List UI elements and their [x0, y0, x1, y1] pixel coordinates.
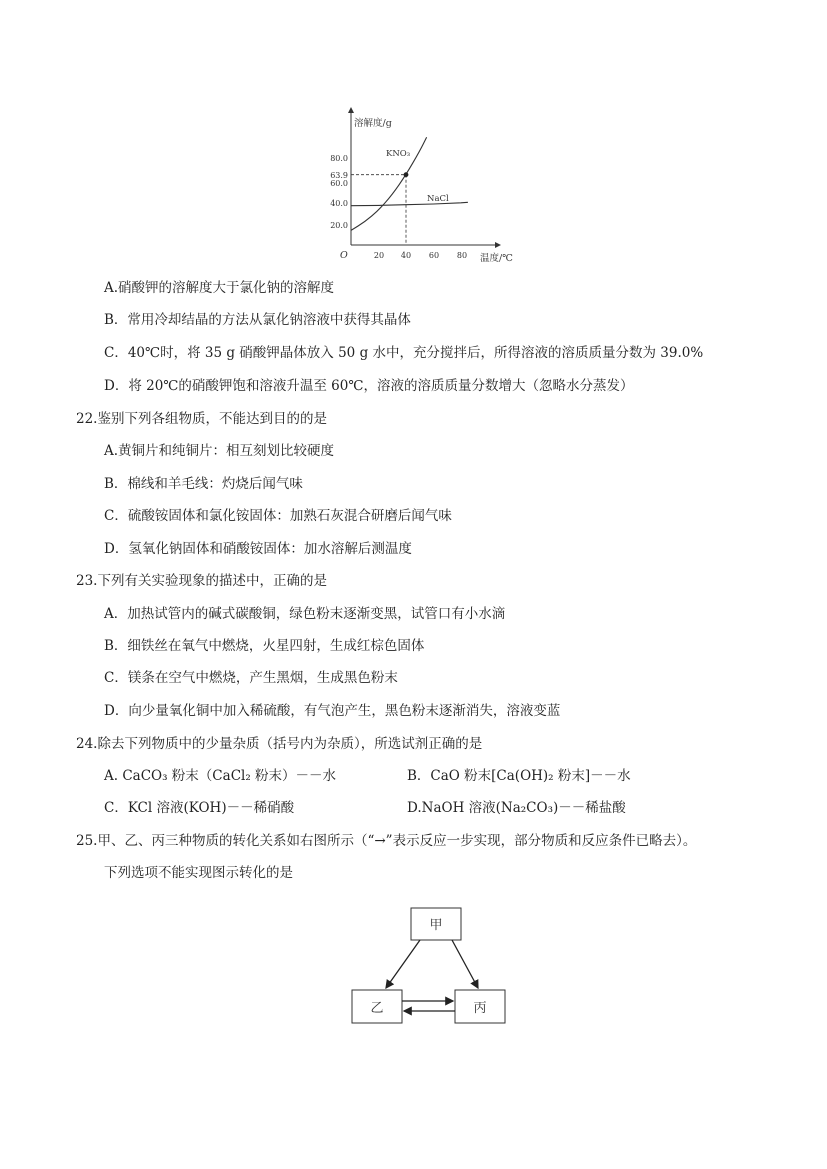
box-left-label: 乙: [370, 1001, 384, 1016]
x-tick-labels: [374, 251, 467, 260]
q23-option-c: C．镁条在空气中燃烧，产生黑烟，生成黑色粉末: [104, 670, 398, 686]
nacl-line: [351, 202, 468, 205]
q21-option-c: C．40℃时，将 35 g 硝酸钾晶体放入 50 g 水中，充分搅拌后，所得溶液的溶质质量分数为 39.0%: [104, 345, 704, 361]
q22-option-c: C．硫酸铵固体和氯化铵固体：加熟石灰混合研磨后闻气味: [104, 508, 452, 524]
q25-stem-line2: 下列选项不能实现图示转化的是: [104, 865, 293, 881]
x-axis-label: 温度/℃: [480, 253, 513, 264]
y-tick-40: 40.0: [330, 199, 348, 208]
x-tick-40: 40: [400, 251, 412, 260]
solubility-chart: [320, 100, 530, 270]
q24-option-a: A. CaCO₃ 粉末（CaCl₂ 粉末）－－水: [104, 768, 337, 784]
y-tick-labels: [330, 154, 348, 230]
y-axis-label: 溶解度/g: [354, 118, 392, 129]
q22-option-a: A.黄铜片和纯铜片：相互刻划比较硬度: [104, 443, 335, 459]
q21-option-a: A.硝酸钾的溶解度大于氯化钠的溶解度: [104, 280, 335, 296]
q25-stem-line1: 25.甲、乙、丙三种物质的转化关系如右图所示（“→”表示反应一步实现，部分物质和反应条件已略去）。: [76, 833, 697, 849]
q24-stem: 24.除去下列物质中的少量杂质（括号内为杂质），所选试剂正确的是: [76, 736, 483, 752]
box-top-label: 甲: [429, 918, 443, 933]
intersection-point-40: [404, 172, 409, 177]
arrow-top-to-left: [386, 940, 420, 988]
x-tick-60: 60: [428, 251, 440, 260]
box-right-label: 丙: [473, 1001, 487, 1016]
q24-option-b: B．CaO 粉末[Ca(OH)₂ 粉末]－－水: [407, 768, 631, 784]
x-tick-80: 80: [456, 251, 468, 260]
q22-option-b: B．棉线和羊毛线：灼烧后闻气味: [104, 476, 303, 492]
q21-option-b: B．常用冷却结晶的方法从氯化钠溶液中获得其晶体: [104, 312, 411, 328]
transformation-diagram: [340, 898, 520, 1033]
kno3-label: KNO₃: [386, 149, 411, 159]
y-tick-80: 80.0: [330, 154, 348, 163]
q23-option-b: B．细铁丝在氧气中燃烧，火星四射，生成红棕色固体: [104, 638, 425, 654]
q23-option-a: A．加热试管内的碱式碳酸铜，绿色粉末逐渐变黑，试管口有小水滴: [104, 606, 506, 622]
nacl-label: NaCl: [427, 194, 449, 204]
origin-label: O: [340, 250, 348, 261]
q23-stem: 23.下列有关实验现象的描述中，正确的是: [76, 573, 327, 589]
y-tick-20: 20.0: [330, 221, 348, 230]
q24-option-c: C．KCl 溶液(KOH)－－稀硝酸: [104, 800, 295, 816]
q24-option-d: D.NaOH 溶液(Na₂CO₃)－－稀盐酸: [407, 800, 626, 816]
q22-stem: 22.鉴别下列各组物质，不能达到目的的是: [76, 411, 327, 427]
arrow-top-to-right: [452, 940, 478, 988]
q22-option-d: D．氢氧化钠固体和硝酸铵固体：加水溶解后测温度: [104, 541, 412, 557]
y-tick-63.9: 63.9: [330, 171, 348, 180]
q23-option-d: D．向少量氧化铜中加入稀硫酸，有气泡产生，黑色粉末逐渐消失，溶液变蓝: [104, 703, 561, 719]
y-tick-60: 60.0: [330, 179, 348, 188]
q21-option-d: D．将 20℃的硝酸钾饱和溶液升温至 60℃，溶液的溶质质量分数增大（忽略水分蒸发）: [104, 378, 634, 394]
x-tick-20: 20: [373, 251, 385, 260]
